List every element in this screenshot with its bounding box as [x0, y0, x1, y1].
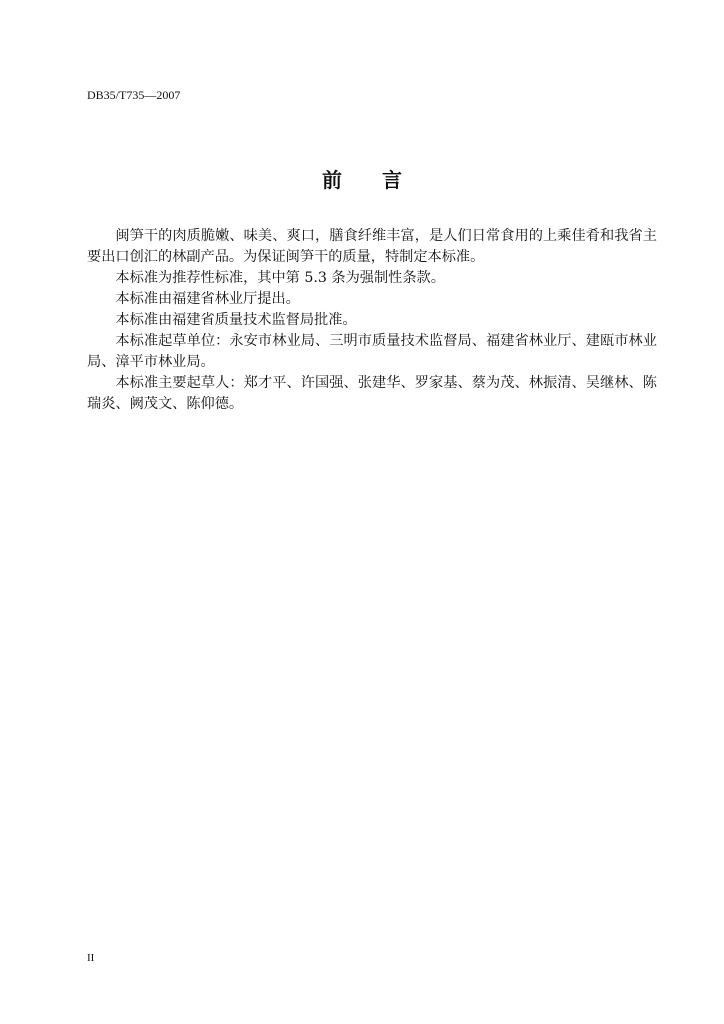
page-title — [0, 166, 724, 194]
paragraph-proposer: 本标准由福建省林业厅提出。 — [115, 291, 300, 307]
title-char-2: 言 — [382, 168, 402, 192]
foreword-body — [87, 226, 657, 415]
paragraph-drafters: 本标准主要起草人：郑才平、许国强、张建华、罗家基、蔡为茂、林振清、吴继林、陈瑞炎、阙茂文、陈仰德。 — [87, 375, 657, 412]
paragraph-intro: 闽笋干的肉质脆嫩、味美、爽口，膳食纤维丰富，是人们日常食用的上乘佳肴和我省主要出口创汇的林副产品。为保证闽笋干的质量，特制定本标准。 — [87, 228, 657, 265]
paragraph-drafting-units: 本标准起草单位：永安市林业局、三明市质量技术监督局、福建省林业厅、建瓯市林业局、漳平市林业局。 — [87, 333, 657, 370]
title-char-1: 前 — [322, 168, 342, 192]
page-number: II — [87, 952, 95, 964]
paragraph-standard-type: 本标准为推荐性标准，其中第 5.3 条为强制性条款。 — [115, 270, 445, 286]
paragraph-approver: 本标准由福建省质量技术监督局批准。 — [115, 312, 357, 328]
document-code: DB35/T735—2007 — [87, 88, 181, 102]
